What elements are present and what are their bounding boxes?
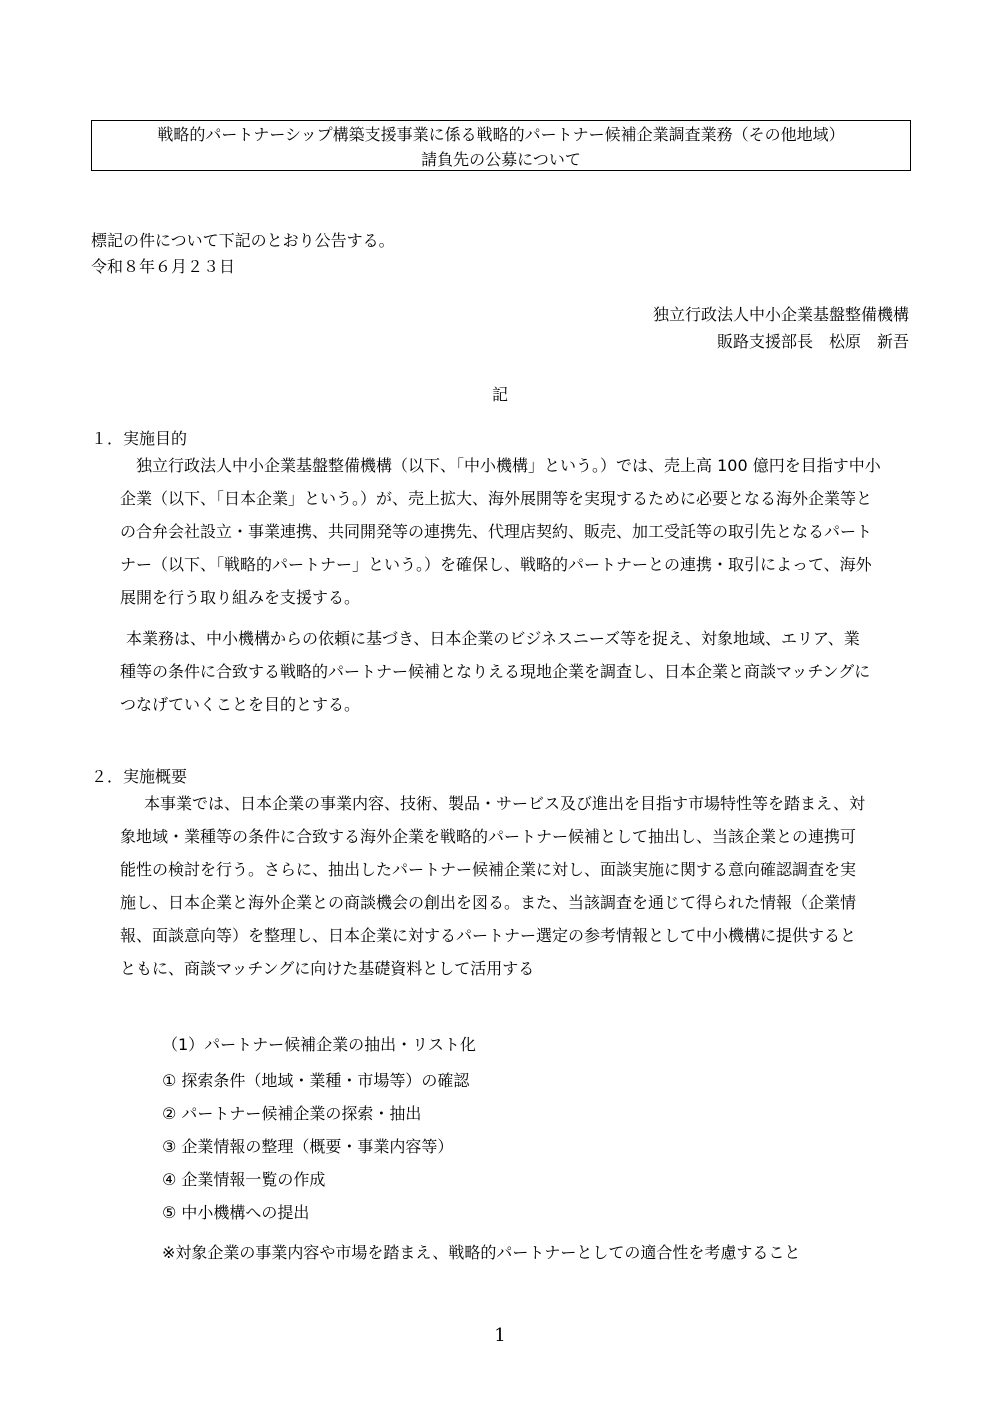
section-2-heading: ２．実施概要 — [91, 767, 188, 786]
paragraph-line: 種等の条件に合致する戦略的パートナー候補となりえる現地企業を調査し、日本企業と商談マッチングに — [120, 662, 871, 681]
paragraph-line: の合弁会社設立・事業連携、共同開発等の連携先、代理店契約、販売、加工受託等の取引先となるパート — [120, 522, 873, 541]
paragraph-line: 企業（以下、「日本企業」という。）が、売上拡大、海外展開等を実現するために必要となる海外企業等と — [120, 489, 873, 508]
paragraph-line: 独立行政法人中小企業基盤整備機構（以下、「中小機構」という。）では、売上高 100 億円を目指す中小 — [136, 456, 881, 475]
notice-date: 令和８年６月２３日 — [91, 257, 236, 276]
title-box — [91, 120, 911, 171]
paragraph-line: つなげていくことを目的とする。 — [120, 695, 361, 714]
paragraph-line: 本業務は、中小機構からの依頼に基づき、日本企業のビジネスニーズ等を捉え、対象地域、エリア、業 — [126, 629, 860, 648]
intro-statement: 標記の件について下記のとおり公告する。 — [91, 231, 395, 250]
title-line-2: 請負先の公募について — [421, 150, 581, 169]
list-item: ③ 企業情報の整理（概要・事業内容等） — [162, 1137, 454, 1156]
issuer-organization: 独立行政法人中小企業基盤整備機構 — [652, 305, 909, 324]
task-list — [162, 1064, 469, 1229]
list-item: ② パートナー候補企業の探索・抽出 — [162, 1104, 422, 1123]
paragraph-line: 能性の検討を行う。さらに、抽出したパートナー候補企業に対し、面談実施に関する意向確認調査を実 — [120, 860, 857, 879]
paragraph-line: 報、面談意向等）を整理し、日本企業に対するパートナー選定の参考情報として中小機構に提供すると — [120, 926, 857, 945]
section-2-paragraph — [120, 787, 912, 985]
paragraph-line: 展開を行う取り組みを支援する。 — [120, 588, 361, 607]
section-1-paragraph-2 — [120, 622, 912, 721]
list-item: ① 探索条件（地域・業種・市場等）の確認 — [162, 1071, 470, 1090]
title-line-1: 戦略的パートナーシップ構築支援事業に係る戦略的パートナー候補企業調査業務（その他地域） — [157, 125, 845, 144]
list-item: ④ 企業情報一覧の作成 — [162, 1170, 326, 1189]
list-item: ⑤ 中小機構への提出 — [162, 1203, 310, 1222]
paragraph-line: 本事業では、日本企業の事業内容、技術、製品・サービス及び進出を目指す市場特性等を踏まえ、対 — [144, 794, 865, 813]
paragraph-line: ともに、商談マッチングに向けた基礎資料として活用する — [120, 959, 535, 978]
ki-heading: 記 — [491, 385, 508, 404]
section-1-heading: １．実施目的 — [91, 429, 188, 448]
section-1-paragraph-1 — [120, 449, 912, 614]
paragraph-line: 施し、日本企業と海外企業との商談機会の創出を図る。また、当該調査を通じて得られた情報（企業情 — [120, 893, 857, 912]
note-text: ※対象企業の事業内容や市場を踏まえ、戦略的パートナーとしての適合性を考慮すること — [162, 1243, 801, 1262]
subsection-heading: （1）パートナー候補企業の抽出・リスト化 — [162, 1035, 476, 1054]
paragraph-line: ナー（以下、「戦略的パートナー」という。）を確保し、戦略的パートナーとの連携・取引によって、海外 — [120, 555, 872, 574]
issuer-officer: 販路支援部長 松原 新吾 — [716, 332, 909, 351]
page-number: 1 — [494, 1325, 506, 1346]
paragraph-line: 象地域・業種等の条件に合致する海外企業を戦略的パートナー候補として抽出し、当該企業との連携可 — [120, 827, 857, 846]
